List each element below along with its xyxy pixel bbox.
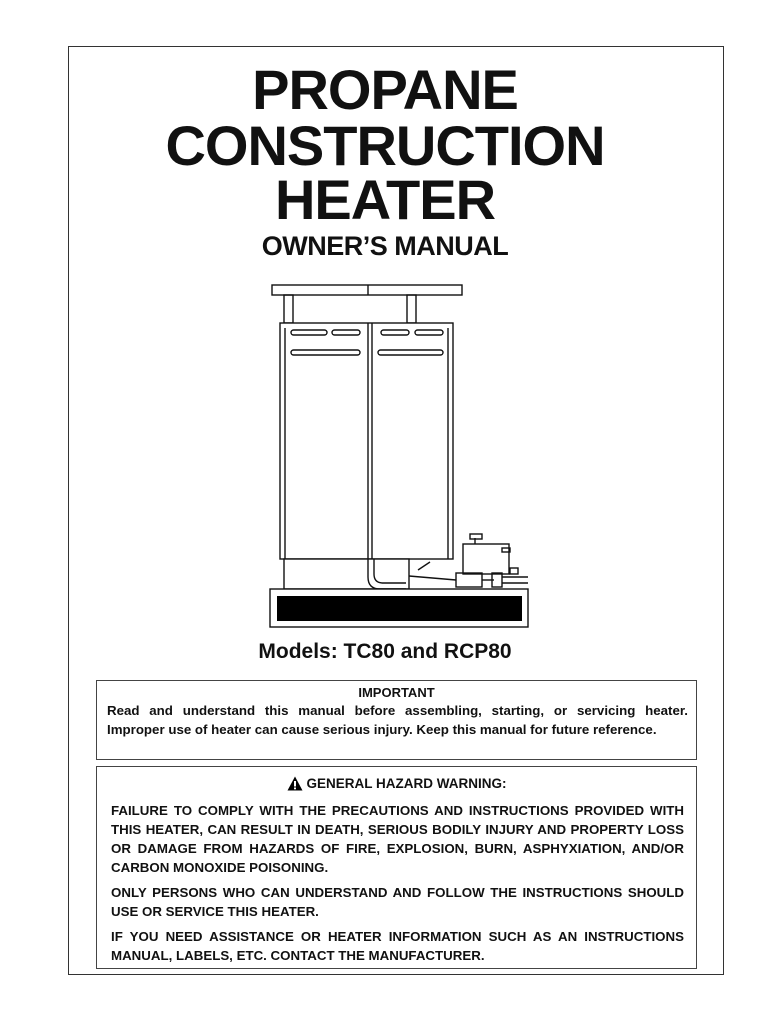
hazard-warning-box	[96, 766, 697, 969]
important-heading: IMPORTANT	[358, 685, 435, 700]
important-text: Read and understand this manual before assembling, starting, or servicing heater. Improper use of heater can cause serious injury. Keep this manual for future reference.	[107, 703, 688, 737]
heater-illustration	[260, 280, 540, 630]
title-line-3: HEATER	[274, 168, 496, 231]
warning-heading: GENERAL HAZARD WARNING:	[306, 776, 507, 791]
title-line-2: CONSTRUCTION	[165, 114, 605, 177]
warning-paragraph-1: FAILURE TO COMPLY WITH THE PRECAUTIONS AND INSTRUCTIONS PROVIDED WITH THIS HEATER, CAN RESULT IN DEATH, SERIOUS BODILY INJURY AND PROPERTY LOSS OR DAMAGE FROM HAZARDS OF FIRE, EXPLOSION, BURN, ASPHYXIATION, AND/OR CARBON MONOXIDE POISONING.	[111, 803, 684, 875]
title-line-1: PROPANE	[252, 58, 518, 121]
warning-triangle-icon	[287, 776, 303, 791]
warning-paragraph-3: IF YOU NEED ASSISTANCE OR HEATER INFORMATION SUCH AS AN INSTRUCTIONS MANUAL, LABELS, ETC. CONTACT THE MANUFACTURER.	[111, 929, 684, 963]
warning-heading-row	[97, 776, 696, 791]
manual-subtitle: OWNER’S MANUAL	[261, 231, 509, 261]
important-box	[96, 680, 697, 760]
models-line: Models: TC80 and RCP80	[258, 640, 512, 663]
warning-paragraph-2: ONLY PERSONS WHO CAN UNDERSTAND AND FOLLOW THE INSTRUCTIONS SHOULD USE OR SERVICE THIS HEATER.	[111, 885, 684, 919]
